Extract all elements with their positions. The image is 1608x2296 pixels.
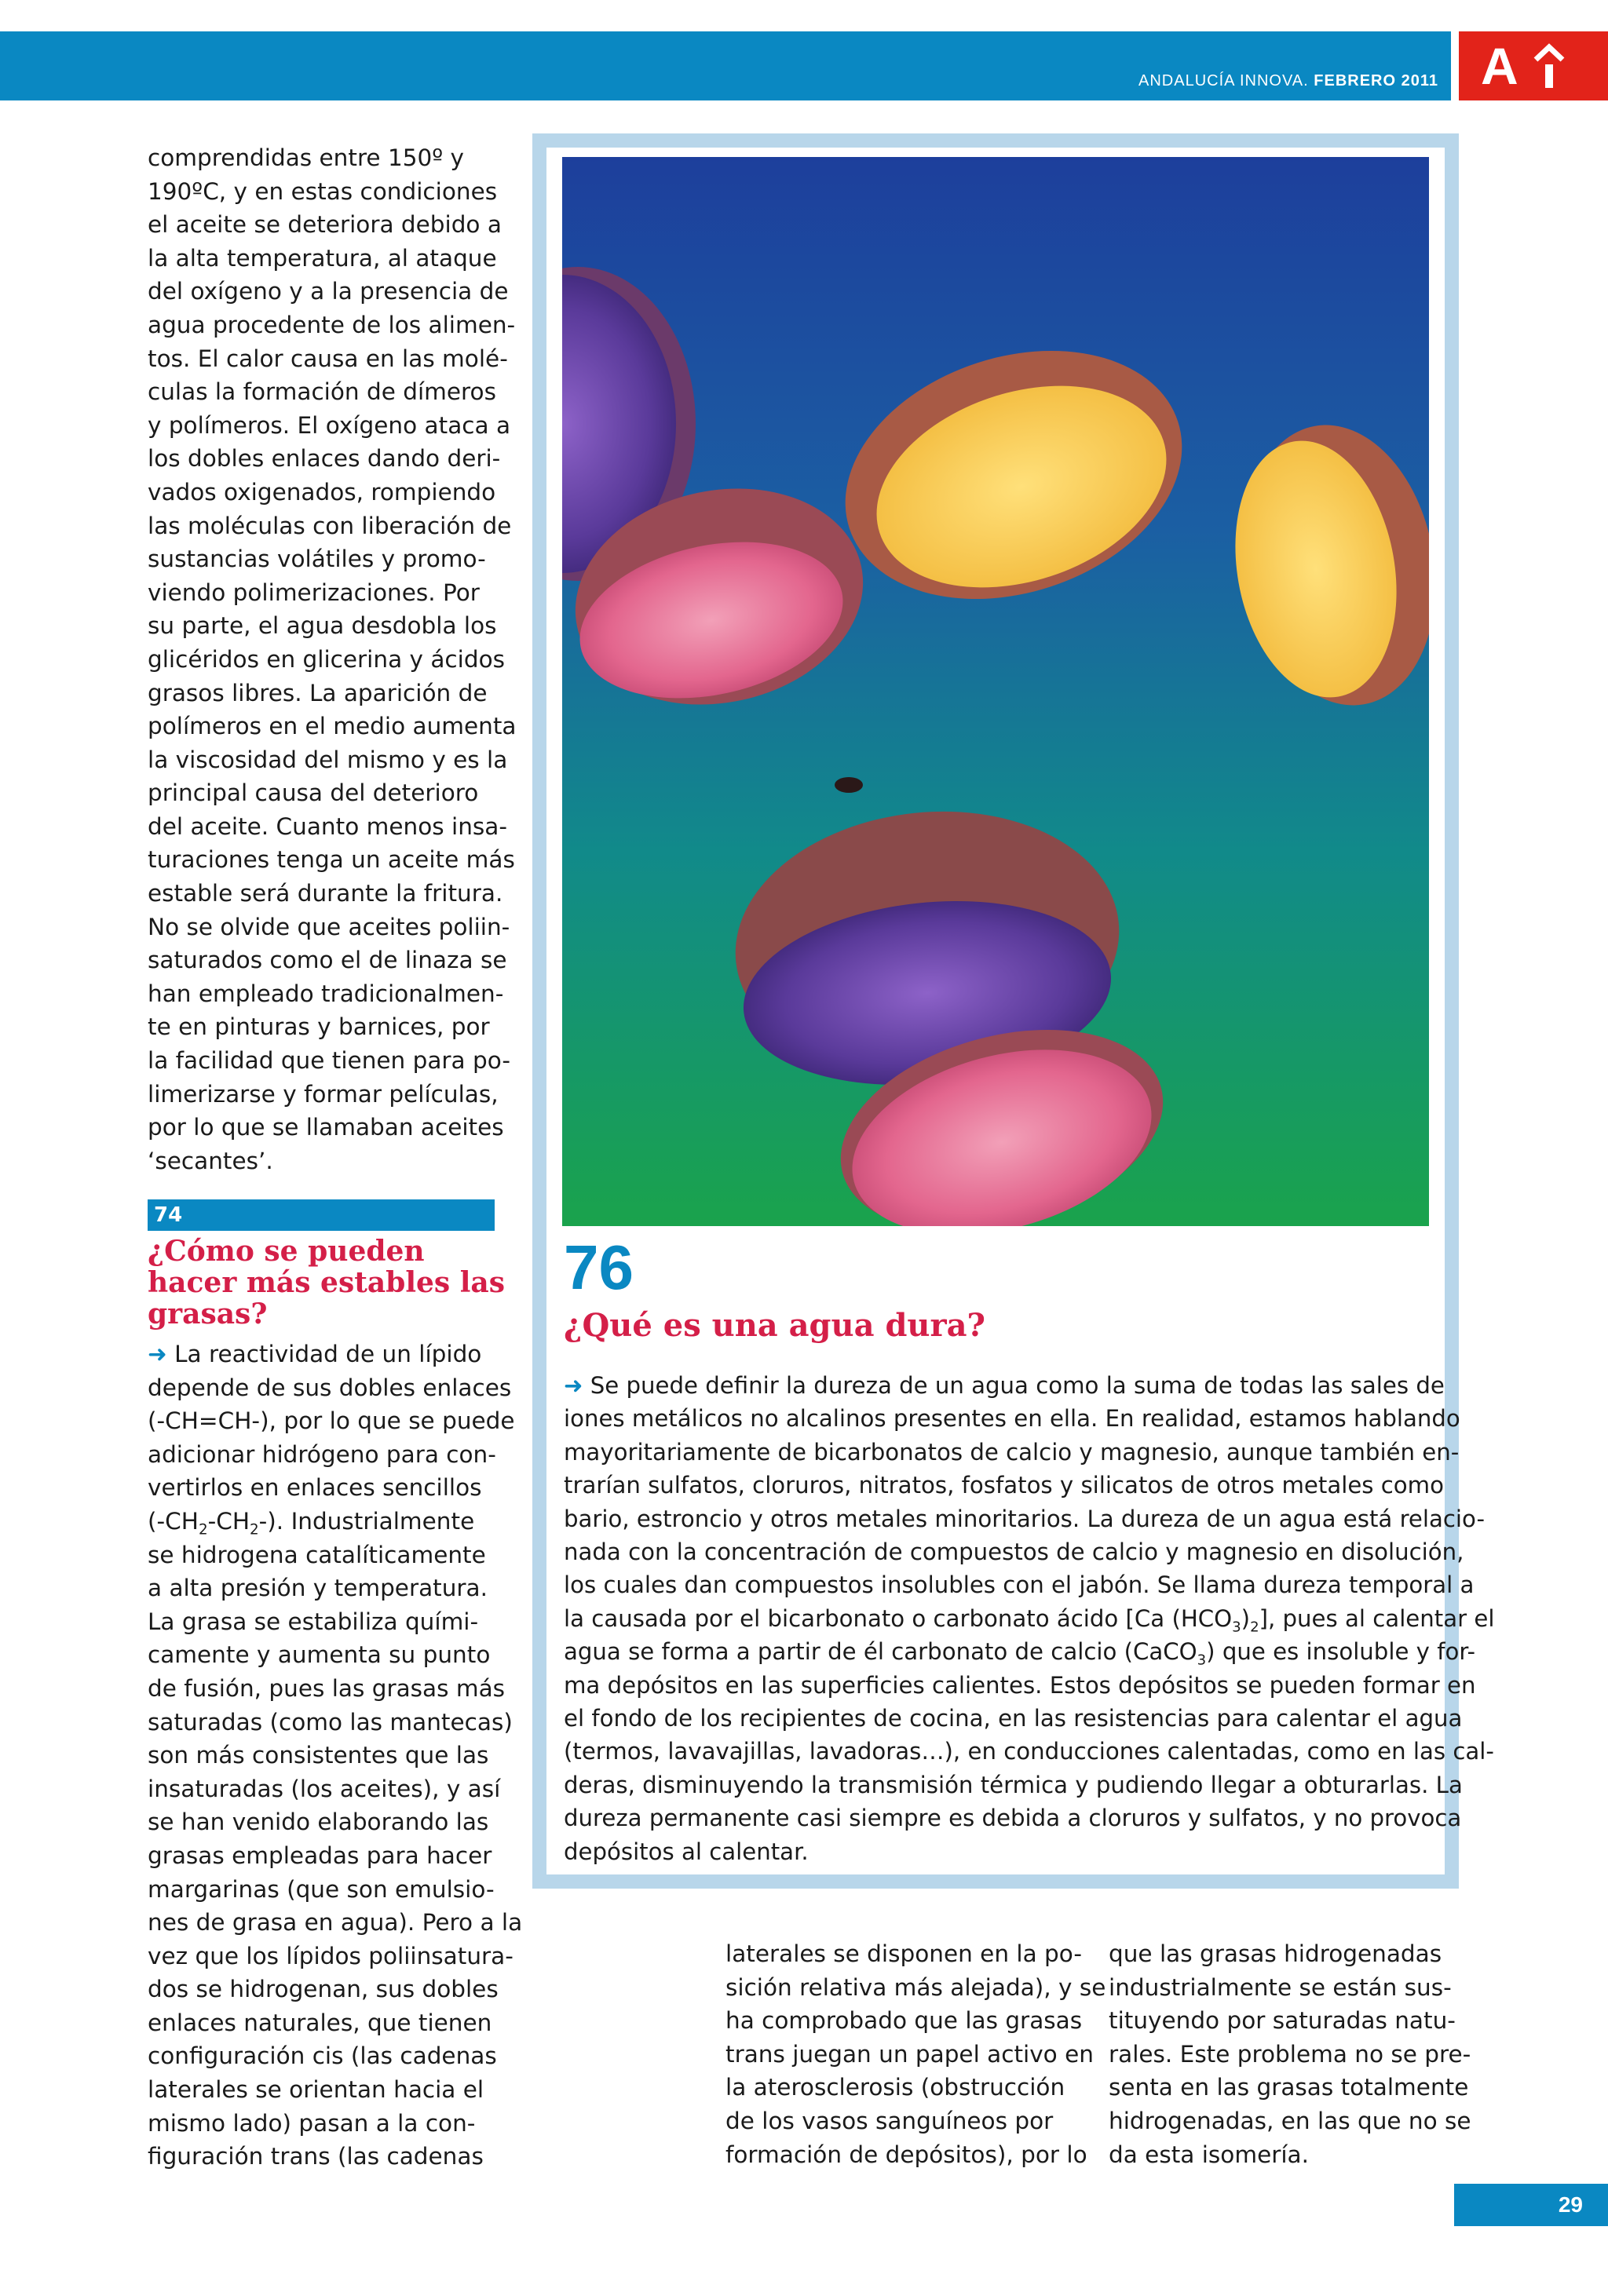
right-column-bottom-text: [1109, 1937, 1471, 2171]
middle-column-bottom-text: [725, 1937, 1106, 2171]
text-line: [148, 1505, 522, 1539]
text-line: te en pinturas y barnices, por: [148, 1013, 490, 1041]
text-line: de los vasos sanguíneos por: [725, 2107, 1054, 2134]
text-line: trarían sulfatos, cloruros, nitratos, fosfatos y silicatos de otros metales como: [564, 1472, 1444, 1499]
text-line: tituyendo por saturadas natu-: [1109, 2007, 1456, 2035]
text-line: hidrogenadas, en las que no se: [1109, 2107, 1471, 2134]
text-span: ], pues al calentar el: [1259, 1604, 1495, 1632]
subscript: 3: [1197, 1652, 1207, 1669]
text-line: principal causa del deterioro: [148, 779, 479, 807]
text-line: vez que los lípidos poliinsatura-: [148, 1942, 513, 1969]
text-line: vados oxigenados, rompiendo: [148, 478, 496, 506]
text-line: [148, 1338, 522, 1371]
text-line: y polímeros. El oxígeno ataca a: [148, 411, 511, 439]
text-line: rales. Este problema no se pre-: [1109, 2040, 1471, 2068]
header-publication: [1138, 72, 1438, 90]
text-line: laterales se disponen en la po-: [725, 1940, 1083, 1967]
text-line: se hidrogena catalíticamente: [148, 1541, 486, 1568]
text-line: nes de grasa en agua). Pero a la: [148, 1909, 523, 1936]
text-line: saturadas (como las mantecas): [148, 1708, 513, 1736]
subscript: 3: [1232, 1619, 1241, 1636]
section-74-number-bar: [148, 1199, 495, 1231]
text-line: margarinas (que son emulsio-: [148, 1875, 495, 1903]
subscript: 2: [198, 1521, 208, 1539]
text-line: a alta presión y temperatura.: [148, 1575, 488, 1602]
text-line: [564, 1369, 1494, 1402]
text-line: No se olvide que aceites poliin-: [148, 913, 510, 940]
text-line: del oxígeno y a la presencia de: [148, 278, 509, 305]
text-line: da esta isomería.: [1109, 2141, 1309, 2168]
text-span: Se puede definir la dureza de un agua como la suma de todas las sales de: [590, 1372, 1445, 1399]
text-line: son más consistentes que las: [148, 1742, 489, 1769]
text-line: insaturadas (los aceites), y así: [148, 1775, 501, 1802]
text-line: dos se hidrogenan, sus dobles: [148, 1976, 499, 2003]
text-line: enlaces naturales, que tienen: [148, 2009, 492, 2036]
section-76-body: [564, 1369, 1494, 1868]
text-line: el fondo de los recipientes de cocina, en las resistencias para calentar el agua: [564, 1705, 1463, 1732]
text-line: depósitos al calentar.: [564, 1838, 809, 1865]
text-line: bario, estroncio y otros metales minoritarios. La dureza de un agua está relacio-: [564, 1505, 1485, 1532]
left-column-top-text: [148, 141, 517, 1177]
text-line: ha comprobado que las grasas: [725, 2007, 1083, 2035]
text-line: las moléculas con liberación de: [148, 512, 512, 539]
text-line: culas la formación de dímeros: [148, 378, 496, 406]
section-74-body: [148, 1338, 522, 2174]
text-line: limerizarse y formar películas,: [148, 1080, 499, 1108]
text-line: trans juegan un papel activo en: [725, 2040, 1094, 2068]
page-number: 29: [1558, 2192, 1583, 2217]
text-line: saturados como el de linaza se: [148, 947, 507, 974]
logo-letter: A: [1481, 37, 1518, 95]
text-line: el aceite se deteriora debido a: [148, 211, 502, 239]
publication-name: ANDALUCÍA INNOVA.: [1138, 72, 1309, 89]
text-span: (-CH: [148, 1507, 199, 1535]
section-76-number: 76: [564, 1232, 634, 1302]
text-line: grasos libres. La aparición de: [148, 679, 488, 706]
text-line: nada con la concentración de compuestos de calcio y magnesio en disolución,: [564, 1539, 1464, 1566]
text-line: deras, disminuyendo la transmisión térmica y pudiendo llegar a obturarlas. La: [564, 1771, 1463, 1798]
text-line: [564, 1602, 1494, 1635]
text-line: turaciones tenga un aceite más: [148, 846, 515, 874]
text-line: su parte, el agua desdobla los: [148, 612, 497, 640]
subscript: 2: [1250, 1619, 1259, 1636]
text-line: adicionar hidrógeno para con-: [148, 1440, 496, 1468]
text-line: industrialmente se están sus-: [1109, 1973, 1452, 2001]
text-line: glicéridos en glicerina y ácidos: [148, 645, 505, 673]
text-line: laterales se orientan hacia el: [148, 2076, 484, 2104]
text-line: 190ºC, y en estas condiciones: [148, 177, 498, 205]
text-line: senta en las grasas totalmente: [1109, 2074, 1469, 2101]
text-line: dureza permanente casi siempre es debida a cloruros y sulfatos, y no provoca: [564, 1805, 1462, 1832]
text-line: ma depósitos en las superficies calientes. Estos depósitos se pueden formar en: [564, 1671, 1476, 1699]
section-74-title: [148, 1236, 505, 1330]
section-76-title: ¿Qué es una agua dura?: [564, 1307, 985, 1344]
issue-date: FEBRERO 2011: [1314, 72, 1438, 89]
text-line: los cuales dan compuestos insolubles con el jabón. Se llama dureza temporal a: [564, 1571, 1475, 1599]
text-line: han empleado tradicionalmen-: [148, 980, 504, 1007]
text-line: formación de depósitos), por lo: [725, 2141, 1087, 2168]
subscript: 2: [250, 1521, 259, 1539]
text-line: [564, 1635, 1494, 1668]
page-number-box: [1454, 2184, 1608, 2226]
text-line: grasas empleadas para hacer: [148, 1842, 492, 1869]
text-span: la causada por el bicarbonato o carbonato ácido [Ca (HCO: [564, 1604, 1233, 1632]
text-line: La grasa se estabiliza quími-: [148, 1608, 479, 1635]
text-span: ): [1241, 1604, 1251, 1632]
text-span: agua se forma a partir de él carbonato de calcio (CaCO: [564, 1638, 1197, 1666]
text-span: La reactividad de un lípido: [174, 1341, 482, 1367]
text-line: tos. El calor causa en las molé-: [148, 345, 508, 372]
text-line: la aterosclerosis (obstrucción: [725, 2074, 1065, 2101]
text-line: agua procedente de los alimen-: [148, 311, 516, 338]
text-line: por lo que se llamaban aceites: [148, 1114, 504, 1141]
text-line: la facilidad que tienen para po-: [148, 1047, 510, 1075]
text-span: ) que es insoluble y for-: [1206, 1638, 1476, 1666]
text-line: de fusión, pues las grasas más: [148, 1674, 506, 1702]
text-line: la viscosidad del mismo y es la: [148, 746, 508, 773]
text-line: depende de sus dobles enlaces: [148, 1374, 512, 1401]
text-line: sustancias volátiles y promo-: [148, 546, 486, 573]
title-line: ¿Cómo se pueden: [148, 1235, 425, 1268]
text-line: (termos, lavavajillas, lavadoras…), en conducciones calentadas, como en las cal-: [564, 1738, 1494, 1765]
text-line: viendo polimerizaciones. Por: [148, 579, 480, 606]
arrow-right-icon: ➜: [148, 1341, 167, 1367]
title-line: hacer más estables las: [148, 1266, 505, 1299]
text-line: del aceite. Cuanto menos insa-: [148, 812, 507, 840]
text-line: la alta temperatura, al ataque: [148, 244, 497, 272]
text-line: mismo lado) pasan a la con-: [148, 2109, 476, 2137]
text-span: -). Industrialmente: [258, 1507, 475, 1535]
text-line: camente y aumenta su punto: [148, 1641, 491, 1669]
text-line: vertirlos en enlaces sencillos: [148, 1474, 482, 1502]
text-line: que las grasas hidrogenadas: [1109, 1940, 1442, 1967]
potatoes-photo: [562, 157, 1429, 1226]
text-line: se han venido elaborando las: [148, 1809, 489, 1836]
arrow-right-icon: ➜: [564, 1372, 583, 1399]
text-line: estable será durante la fritura.: [148, 880, 503, 907]
text-line: polímeros en el medio aumenta: [148, 713, 517, 740]
text-line: iones metálicos no alcalinos presentes en ella. En realidad, estamos hablando: [564, 1405, 1460, 1433]
text-line: ‘secantes’.: [148, 1147, 273, 1174]
text-line: (-CH=CH-), por lo que se puede: [148, 1407, 515, 1435]
text-line: los dobles enlaces dando deri-: [148, 445, 501, 473]
text-line: figuración trans (las cadenas: [148, 2143, 484, 2170]
title-line: grasas?: [148, 1298, 268, 1331]
logo-i-arrow-icon: [1531, 42, 1567, 89]
text-line: comprendidas entre 150º y: [148, 144, 464, 171]
text-line: mayoritariamente de bicarbonatos de calcio y magnesio, aunque también en-: [564, 1438, 1460, 1466]
magazine-logo: [1459, 31, 1608, 100]
text-line: sición relativa más alejada), y se: [725, 1973, 1106, 2001]
text-line: configuración cis (las cadenas: [148, 2042, 497, 2070]
text-span: -CH: [207, 1507, 250, 1535]
section-74-number: 74: [154, 1203, 183, 1227]
